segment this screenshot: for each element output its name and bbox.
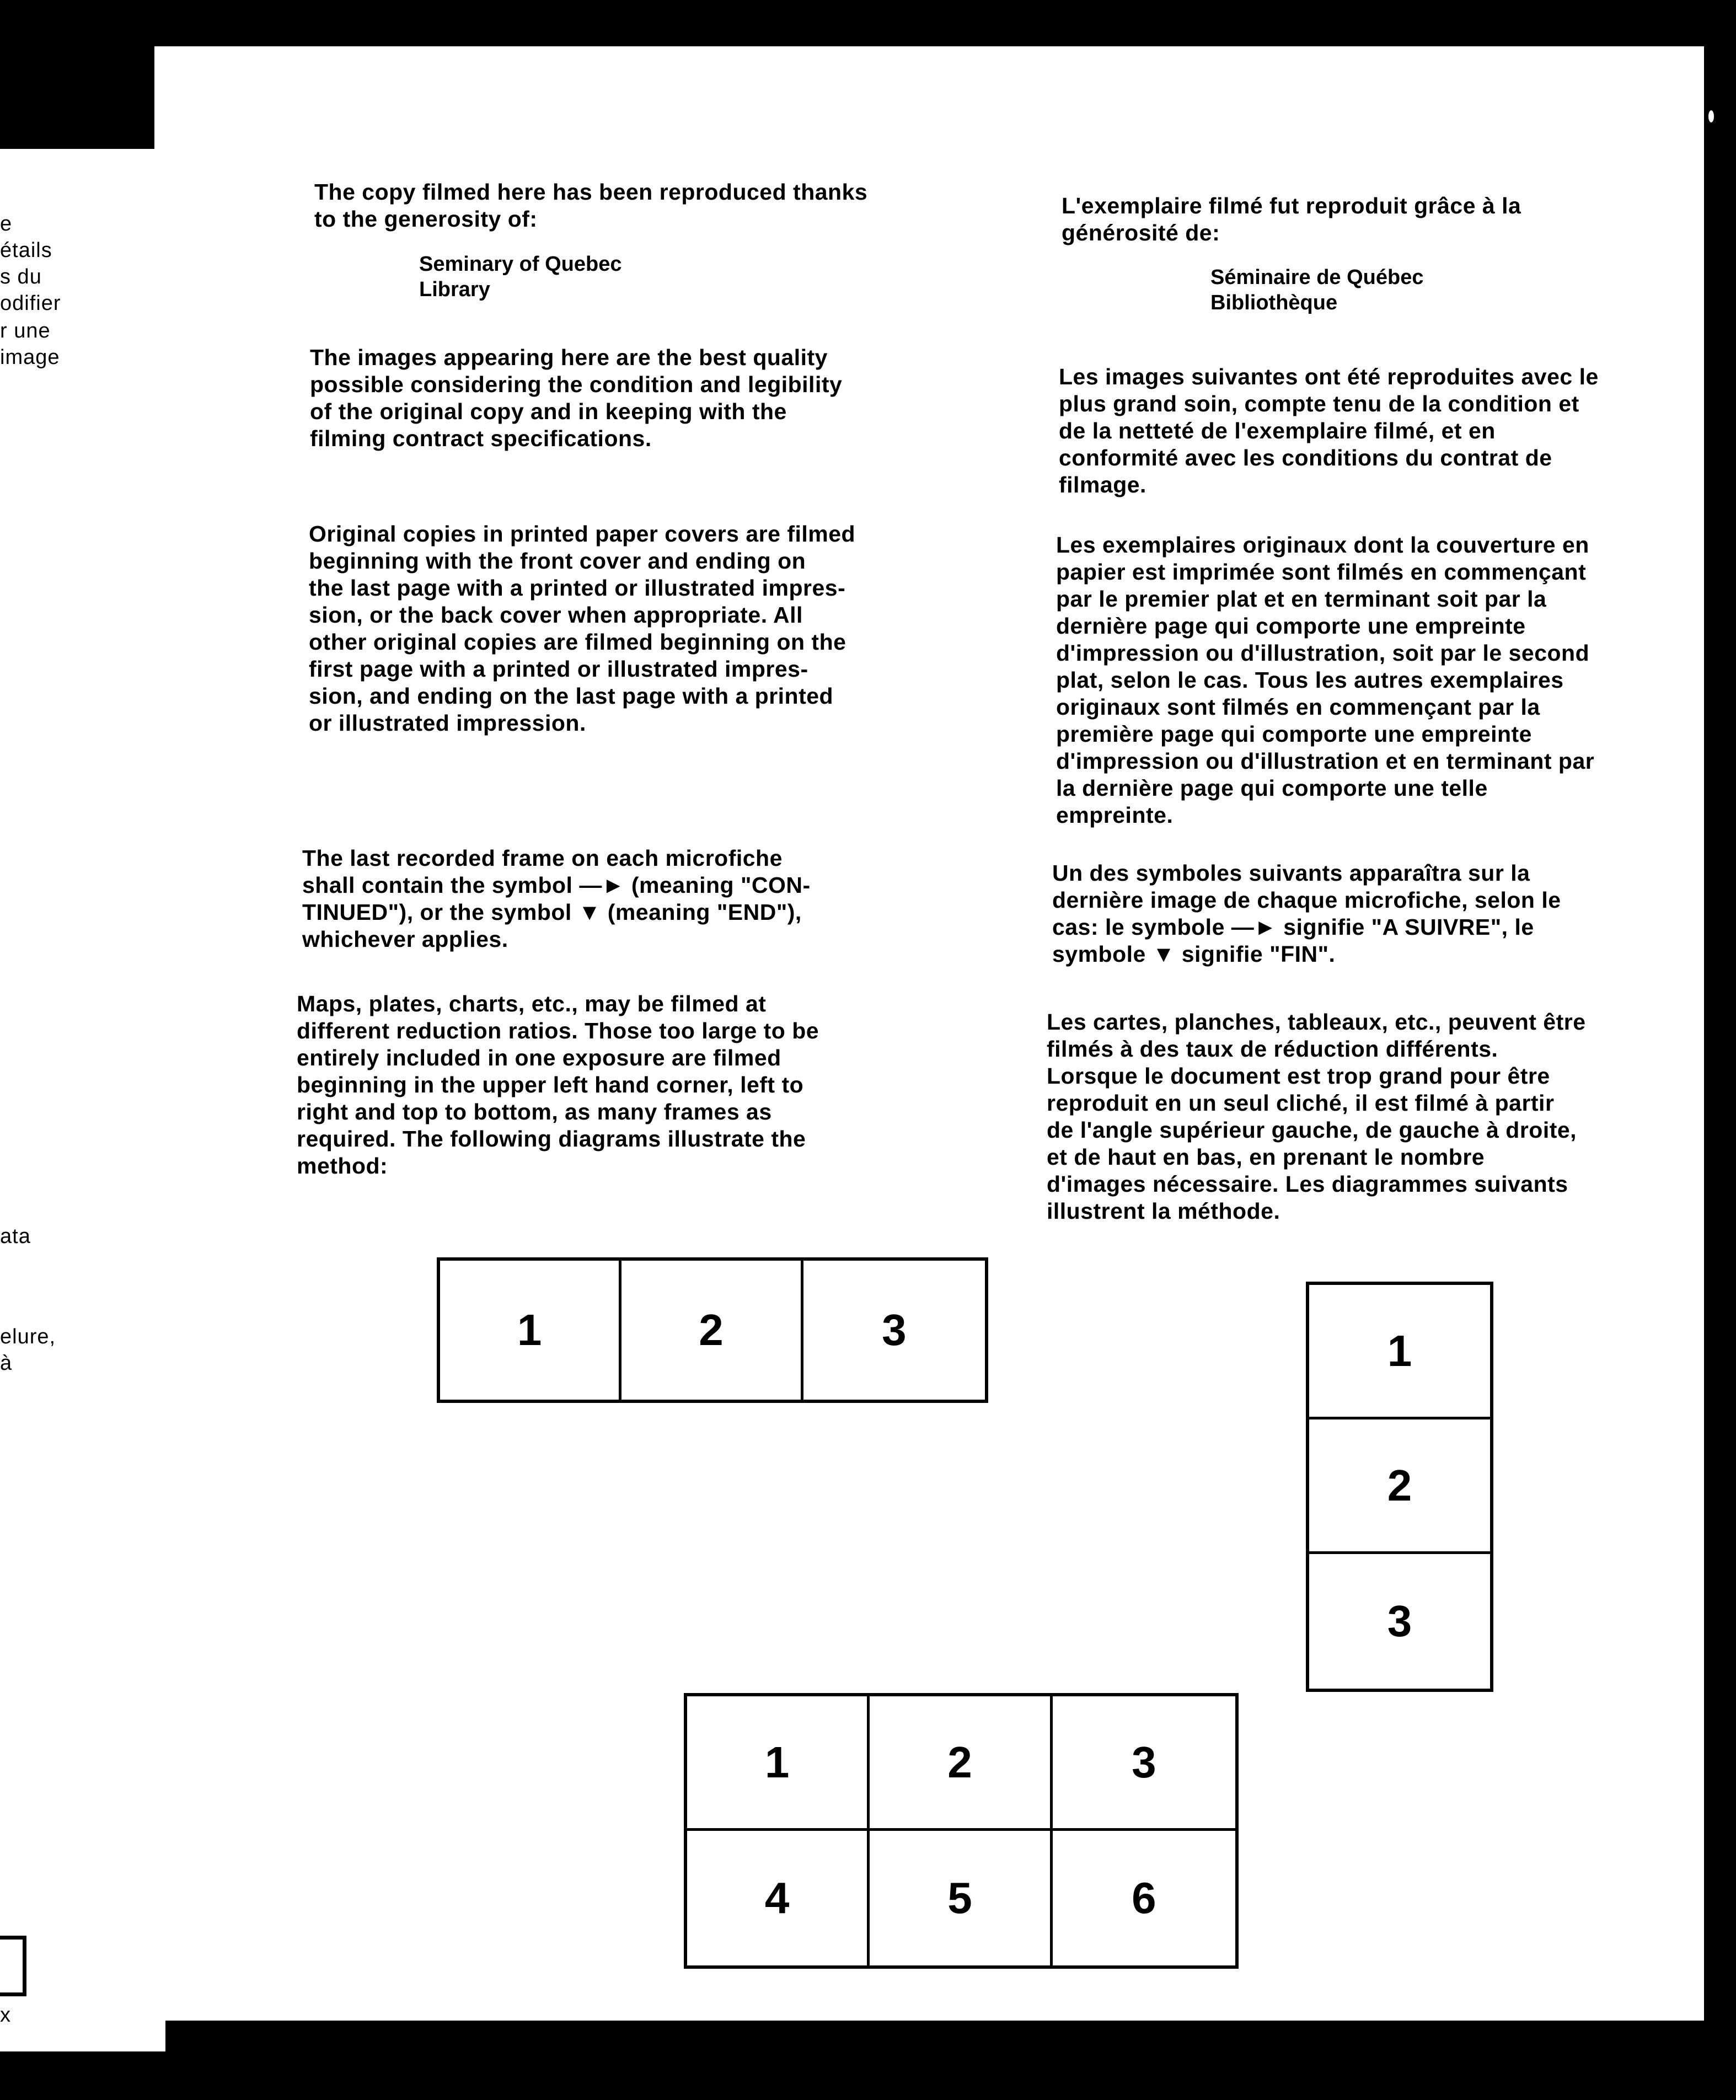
paragraph-maps: Maps, plates, charts, etc., may be filmed at different reduction ratios. Those too large to be entirely included in one exposure are filmed beginning in the upper left hand corner, left to right and top to bottom, as many frames as required. The following diagrams illustrate the method:: [297, 991, 819, 1178]
frame-cell: 3: [1053, 1696, 1235, 1831]
prev-fragment: image: [0, 346, 60, 369]
symbol-text-a: The last recorded frame on each microfiche shall contain the symbol: [302, 845, 783, 898]
previous-page-edge: [0, 149, 165, 2051]
scan-speck: [1676, 938, 1682, 951]
prev-diagram-fragment: [0, 1936, 26, 1996]
prev-fragment: s du: [0, 265, 42, 288]
prev-fragment: x: [0, 2003, 11, 2027]
frame-cell: 1: [440, 1261, 621, 1400]
french-symbol-block: [1052, 860, 1736, 968]
symbol-text-b: (meaning "CON- TINUED"), or the symbol: [302, 872, 811, 925]
french-maps-block: [1047, 1009, 1736, 1225]
french-quality-block: [1059, 363, 1736, 499]
arrow-icon: —►: [579, 872, 625, 898]
english-column: [314, 179, 1004, 233]
english-quality-block: [310, 344, 999, 452]
triangle-down-icon: ▼: [578, 899, 601, 925]
diagram-grid: [684, 1693, 1239, 1969]
english-symbol-block: [302, 845, 992, 953]
diagram-horizontal: [437, 1257, 988, 1403]
frame-cell: 1: [1309, 1285, 1490, 1419]
prev-fragment: e: [0, 212, 13, 235]
prev-fragment: r une: [0, 319, 51, 342]
french-covers-block: [1056, 532, 1736, 829]
paragraph-quality: The images appearing here are the best quality possible considering the condition and legibility of the original copy and in keeping with the filming contract specifications.: [310, 345, 843, 451]
prev-fragment: à: [0, 1352, 13, 1375]
prev-fragment: elure,: [0, 1325, 56, 1348]
diagram-vertical: [1306, 1282, 1493, 1692]
paragraph-symbol: [302, 845, 992, 953]
frame-cell: 5: [870, 1831, 1052, 1965]
paragraph-quality-fr: Les images suivantes ont été reproduites avec le plus grand soin, compte tenu de la condition et de la netteté de l'exemplaire filmé, et en conformité avec les conditions du contrat de filmage.: [1059, 364, 1599, 497]
credit-intro-fr: L'exemplaire filmé fut reproduit grâce à la générosité de:: [1062, 193, 1521, 245]
english-covers-block: [309, 521, 998, 737]
french-column: [1062, 192, 1736, 247]
credit-intro: The copy filmed here has been reproduced thanks to the generosity of:: [314, 179, 868, 232]
frame-cell: 2: [870, 1696, 1052, 1831]
paragraph-covers-fr: Les exemplaires originaux dont la couverture en papier est imprimée sont filmés en commençant par le premier plat et en terminant soit par la dernière page qui comporte une empreinte d'impression ou d'illustration, soit par le second plat, selon le cas. Tous les autres exemplaires originaux sont filmés en commençant par la première page qui comporte une empreinte d'impression ou d'illustration et en terminant par la dernière page qui comporte une telle empreinte.: [1056, 532, 1595, 828]
frame-cell: 2: [1309, 1419, 1490, 1554]
frame-cell: 3: [882, 1305, 907, 1354]
symbol-text-c-fr: signifie "FIN".: [1175, 941, 1336, 967]
arrow-icon: —►: [1231, 914, 1277, 940]
credit-name: Seminary of Quebec Library: [419, 253, 622, 301]
prev-fragment: ata: [0, 1225, 31, 1248]
symbol-text-a-fr: Un des symboles suivants apparaîtra sur la dernière image de chaque microfiche, selon le cas: le symbole: [1052, 860, 1561, 940]
paragraph-covers: Original copies in printed paper covers are filmed beginning with the front cover and ending on the last page with a printed or illustrated impres- sion, or the back cover when appropriate. All other original copies are filmed beginning on the first page with a printed or illustrated impres- sion, and ending on the last page with a printed or illustrated impression.: [309, 521, 856, 736]
frame-cell: 2: [621, 1261, 803, 1400]
paragraph-maps-fr: Les cartes, planches, tableaux, etc., peuvent être filmés à des taux de réduction différents. Lorsque le document est trop grand pour être reproduit en un seul cliché, il est filmé à partir de l'angle supérieur gauche, de gauche à droite, et de haut en bas, en prenant le nombre d'images nécessaire. Les diagrammes suivants illustrent la méthode.: [1047, 1009, 1586, 1224]
frame-cell: 4: [687, 1831, 870, 1965]
frame-cell: 1: [687, 1696, 870, 1831]
frame-cell: 3: [1387, 1597, 1412, 1646]
symbol-text-c: (meaning "END"), whichever applies.: [302, 899, 802, 952]
paragraph-symbol-fr: [1052, 860, 1736, 968]
prev-fragment: étails: [0, 239, 52, 262]
document-page: [154, 46, 1704, 2021]
triangle-down-icon: ▼: [1152, 941, 1175, 967]
frame-cell: 6: [1132, 1873, 1156, 1922]
english-maps-block: [297, 990, 986, 1180]
symbol-text-b-fr: signifie "A SUIVRE", le symbole: [1052, 914, 1534, 967]
prev-fragment: odifier: [0, 292, 61, 315]
scan-speck: [1708, 110, 1714, 122]
credit-name-fr: Séminaire de Québec Bibliothèque: [1210, 266, 1424, 314]
